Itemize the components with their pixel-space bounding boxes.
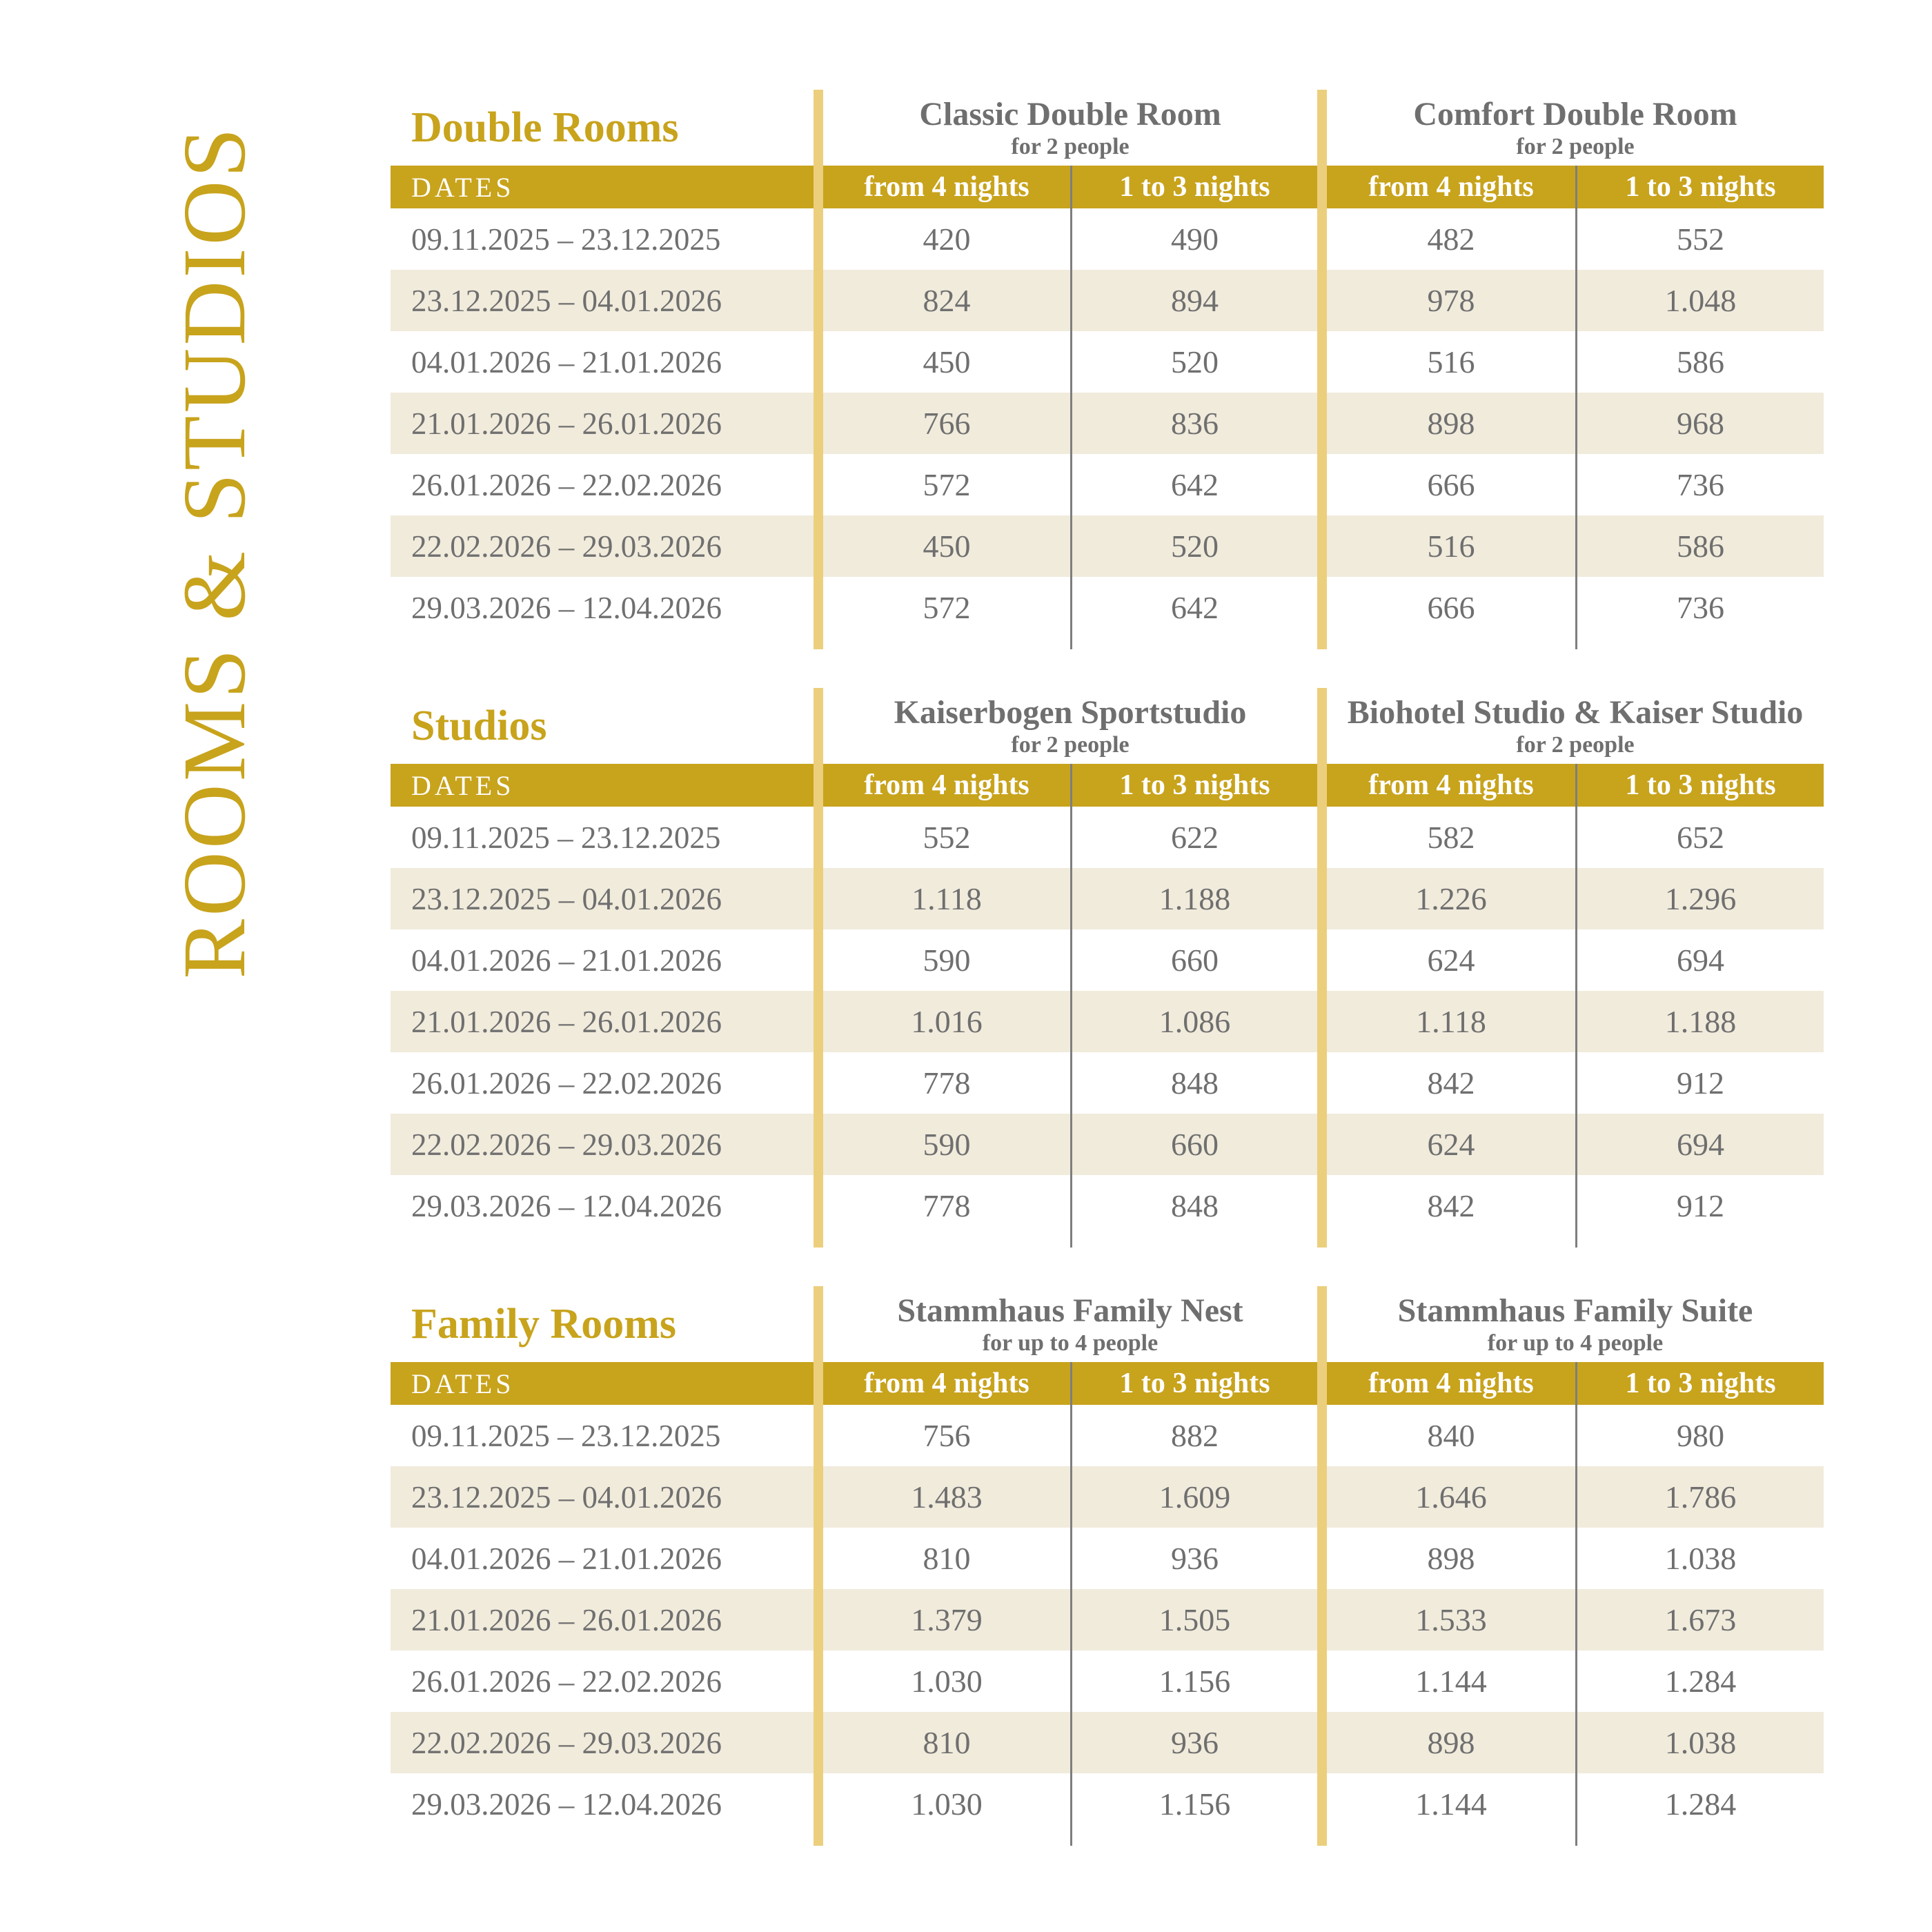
price-cell: 936 bbox=[1070, 1528, 1317, 1589]
date-range-cell: 22.02.2026 – 29.03.2026 bbox=[391, 1712, 814, 1773]
column-rule-tail bbox=[1575, 1236, 1824, 1248]
col-header-from-4-nights: from 4 nights bbox=[1327, 764, 1575, 807]
price-cell: 1.118 bbox=[1327, 991, 1575, 1052]
date-range-cell: 26.01.2026 – 22.02.2026 bbox=[411, 1664, 722, 1699]
date-range-cell: 21.01.2026 – 26.01.2026 bbox=[391, 393, 814, 454]
price-cell: 1.483 bbox=[823, 1466, 1070, 1528]
price-cell: 1.379 bbox=[823, 1589, 1070, 1650]
price-cell: 642 bbox=[1070, 577, 1317, 638]
vertical-gold-divider bbox=[1317, 1286, 1327, 1846]
room-type-header bbox=[1327, 1286, 1824, 1362]
vertical-gold-divider bbox=[814, 1286, 823, 1846]
price-cell: 590 bbox=[923, 943, 971, 978]
price-cell: 450 bbox=[923, 344, 971, 379]
price-cell: 810 bbox=[823, 1712, 1070, 1773]
price-cell: 516 bbox=[1327, 515, 1575, 577]
price-cell: 1.609 bbox=[1070, 1466, 1317, 1528]
room-name: Classic Double Room bbox=[919, 96, 1221, 132]
date-range-cell: 29.03.2026 – 12.04.2026 bbox=[411, 1786, 722, 1822]
price-cell: 694 bbox=[1575, 1114, 1824, 1175]
room-type-header bbox=[1327, 90, 1824, 166]
vertical-gold-divider bbox=[1317, 90, 1327, 649]
price-cell: 1.030 bbox=[911, 1664, 983, 1699]
price-cell: 490 bbox=[1070, 208, 1317, 270]
price-cell: 1.086 bbox=[1070, 991, 1317, 1052]
col-header-from-4-nights: from 4 nights bbox=[823, 1362, 1070, 1405]
price-table-section bbox=[391, 1286, 1826, 1846]
vertical-page-title: ROOMS & STUDIOS bbox=[165, 125, 264, 979]
price-cell: 1.156 bbox=[1070, 1650, 1317, 1712]
price-cell: 1.038 bbox=[1575, 1528, 1824, 1589]
price-cell: 848 bbox=[1070, 1175, 1317, 1236]
date-range-cell: 26.01.2026 – 22.02.2026 bbox=[411, 467, 722, 502]
price-cell: 624 bbox=[1327, 1114, 1575, 1175]
price-cell: 1.156 bbox=[1070, 1773, 1317, 1835]
price-cell: 520 bbox=[1070, 331, 1317, 393]
price-cell: 624 bbox=[1427, 943, 1475, 978]
date-range-cell: 09.11.2025 – 23.12.2025 bbox=[411, 1418, 721, 1453]
date-range-cell: 22.02.2026 – 29.03.2026 bbox=[391, 1114, 814, 1175]
price-cell: 1.284 bbox=[1575, 1650, 1824, 1712]
room-type-header bbox=[823, 688, 1317, 764]
price-cell: 980 bbox=[1575, 1405, 1824, 1466]
price-table-section bbox=[391, 90, 1826, 649]
price-cell: 516 bbox=[1427, 344, 1475, 379]
room-type-header bbox=[823, 1286, 1317, 1362]
room-name: Comfort Double Room bbox=[1413, 96, 1737, 132]
date-range-cell: 23.12.2025 – 04.01.2026 bbox=[391, 868, 814, 929]
price-cell: 666 bbox=[1427, 467, 1475, 502]
room-capacity: for up to 4 people bbox=[1487, 1330, 1664, 1356]
price-cell: 736 bbox=[1575, 454, 1824, 515]
date-range-cell: 29.03.2026 – 12.04.2026 bbox=[411, 590, 722, 625]
room-capacity: for 2 people bbox=[1516, 732, 1635, 758]
room-capacity: for up to 4 people bbox=[982, 1330, 1159, 1356]
price-cell: 420 bbox=[923, 221, 971, 257]
column-rule-tail bbox=[1070, 638, 1317, 649]
price-cell: 778 bbox=[923, 1188, 971, 1223]
section-title: Family Rooms bbox=[411, 1300, 677, 1348]
price-tables-container bbox=[391, 90, 1826, 1884]
date-range-cell: 04.01.2026 – 21.01.2026 bbox=[411, 344, 722, 379]
room-type-header bbox=[1327, 688, 1824, 764]
price-cell: 1.786 bbox=[1575, 1466, 1824, 1528]
price-cell: 1.118 bbox=[823, 868, 1070, 929]
price-cell: 642 bbox=[1070, 454, 1317, 515]
price-cell: 1.188 bbox=[1575, 991, 1824, 1052]
price-cell: 586 bbox=[1575, 515, 1824, 577]
col-header-1-to-3-nights: 1 to 3 nights bbox=[1070, 166, 1317, 208]
price-cell: 912 bbox=[1575, 1052, 1824, 1114]
price-cell: 1.284 bbox=[1575, 1773, 1824, 1835]
price-cell: 1.296 bbox=[1575, 868, 1824, 929]
price-cell: 1.016 bbox=[823, 991, 1070, 1052]
room-capacity: for 2 people bbox=[1011, 732, 1130, 758]
price-cell: 1.038 bbox=[1575, 1712, 1824, 1773]
col-header-from-4-nights: from 4 nights bbox=[1327, 166, 1575, 208]
price-cell: 660 bbox=[1070, 1114, 1317, 1175]
section-title: Studios bbox=[411, 702, 547, 749]
price-cell: 736 bbox=[1575, 577, 1824, 638]
price-cell: 552 bbox=[923, 820, 971, 855]
price-cell: 652 bbox=[1575, 807, 1824, 868]
col-header-1-to-3-nights: 1 to 3 nights bbox=[1575, 166, 1824, 208]
price-cell: 778 bbox=[923, 1065, 971, 1101]
price-cell: 694 bbox=[1575, 929, 1824, 991]
date-range-cell: 04.01.2026 – 21.01.2026 bbox=[411, 1541, 722, 1576]
column-rule-tail bbox=[1575, 638, 1824, 649]
room-capacity: for 2 people bbox=[1516, 134, 1635, 159]
date-range-cell: 23.12.2025 – 04.01.2026 bbox=[391, 270, 814, 331]
price-cell: 840 bbox=[1427, 1418, 1475, 1453]
price-cell: 912 bbox=[1575, 1175, 1824, 1236]
price-cell: 622 bbox=[1070, 807, 1317, 868]
price-cell: 882 bbox=[1070, 1405, 1317, 1466]
dates-column-header: DATES bbox=[391, 166, 814, 208]
price-cell: 968 bbox=[1575, 393, 1824, 454]
price-cell: 482 bbox=[1427, 221, 1475, 257]
price-cell: 586 bbox=[1575, 331, 1824, 393]
date-range-cell: 26.01.2026 – 22.02.2026 bbox=[411, 1065, 722, 1101]
price-cell: 1.188 bbox=[1070, 868, 1317, 929]
price-cell: 1.226 bbox=[1327, 868, 1575, 929]
col-header-from-4-nights: from 4 nights bbox=[823, 166, 1070, 208]
date-range-cell: 22.02.2026 – 29.03.2026 bbox=[391, 515, 814, 577]
price-cell: 1.030 bbox=[911, 1786, 983, 1822]
price-cell: 520 bbox=[1070, 515, 1317, 577]
price-cell: 572 bbox=[923, 467, 971, 502]
price-cell: 810 bbox=[923, 1541, 971, 1576]
price-cell: 898 bbox=[1427, 1541, 1475, 1576]
price-cell: 898 bbox=[1327, 393, 1575, 454]
price-cell: 894 bbox=[1070, 270, 1317, 331]
col-header-from-4-nights: from 4 nights bbox=[1327, 1362, 1575, 1405]
price-cell: 552 bbox=[1575, 208, 1824, 270]
price-cell: 1.533 bbox=[1327, 1589, 1575, 1650]
date-range-cell: 21.01.2026 – 26.01.2026 bbox=[391, 991, 814, 1052]
room-type-header bbox=[823, 90, 1317, 166]
price-cell: 824 bbox=[823, 270, 1070, 331]
date-range-cell: 21.01.2026 – 26.01.2026 bbox=[391, 1589, 814, 1650]
dates-column-header: DATES bbox=[391, 1362, 814, 1405]
price-cell: 836 bbox=[1070, 393, 1317, 454]
price-cell: 660 bbox=[1070, 929, 1317, 991]
price-cell: 582 bbox=[1427, 820, 1475, 855]
price-cell: 848 bbox=[1070, 1052, 1317, 1114]
col-header-from-4-nights: from 4 nights bbox=[823, 764, 1070, 807]
price-cell: 978 bbox=[1327, 270, 1575, 331]
vertical-gold-divider bbox=[814, 688, 823, 1248]
price-cell: 1.144 bbox=[1415, 1664, 1487, 1699]
price-cell: 842 bbox=[1427, 1188, 1475, 1223]
vertical-gold-divider bbox=[1317, 688, 1327, 1248]
price-cell: 450 bbox=[823, 515, 1070, 577]
column-rule-tail bbox=[1575, 1835, 1824, 1846]
section-title: Double Rooms bbox=[411, 103, 679, 151]
price-cell: 1.673 bbox=[1575, 1589, 1824, 1650]
date-range-cell: 09.11.2025 – 23.12.2025 bbox=[411, 820, 721, 855]
col-header-1-to-3-nights: 1 to 3 nights bbox=[1070, 1362, 1317, 1405]
room-name: Biohotel Studio & Kaiser Studio bbox=[1347, 694, 1804, 731]
price-cell: 766 bbox=[823, 393, 1070, 454]
room-name: Stammhaus Family Suite bbox=[1397, 1292, 1753, 1329]
price-cell: 936 bbox=[1070, 1712, 1317, 1773]
price-cell: 1.646 bbox=[1327, 1466, 1575, 1528]
price-cell: 1.505 bbox=[1070, 1589, 1317, 1650]
price-table-section bbox=[391, 688, 1826, 1248]
date-range-cell: 29.03.2026 – 12.04.2026 bbox=[411, 1188, 722, 1223]
date-range-cell: 23.12.2025 – 04.01.2026 bbox=[391, 1466, 814, 1528]
price-cell: 1.144 bbox=[1415, 1786, 1487, 1822]
vertical-gold-divider bbox=[814, 90, 823, 649]
price-cell: 898 bbox=[1327, 1712, 1575, 1773]
room-name: Kaiserbogen Sportstudio bbox=[894, 694, 1247, 731]
price-cell: 666 bbox=[1427, 590, 1475, 625]
price-cell: 1.048 bbox=[1575, 270, 1824, 331]
column-rule-tail bbox=[1070, 1236, 1317, 1248]
col-header-1-to-3-nights: 1 to 3 nights bbox=[1575, 764, 1824, 807]
col-header-1-to-3-nights: 1 to 3 nights bbox=[1070, 764, 1317, 807]
column-rule-tail bbox=[1070, 1835, 1317, 1846]
price-cell: 590 bbox=[823, 1114, 1070, 1175]
price-cell: 842 bbox=[1427, 1065, 1475, 1101]
price-cell: 756 bbox=[923, 1418, 971, 1453]
date-range-cell: 04.01.2026 – 21.01.2026 bbox=[411, 943, 722, 978]
col-header-1-to-3-nights: 1 to 3 nights bbox=[1575, 1362, 1824, 1405]
room-name: Stammhaus Family Nest bbox=[897, 1292, 1243, 1329]
price-cell: 572 bbox=[923, 590, 971, 625]
date-range-cell: 09.11.2025 – 23.12.2025 bbox=[411, 221, 721, 257]
room-capacity: for 2 people bbox=[1011, 134, 1130, 159]
dates-column-header: DATES bbox=[391, 764, 814, 807]
